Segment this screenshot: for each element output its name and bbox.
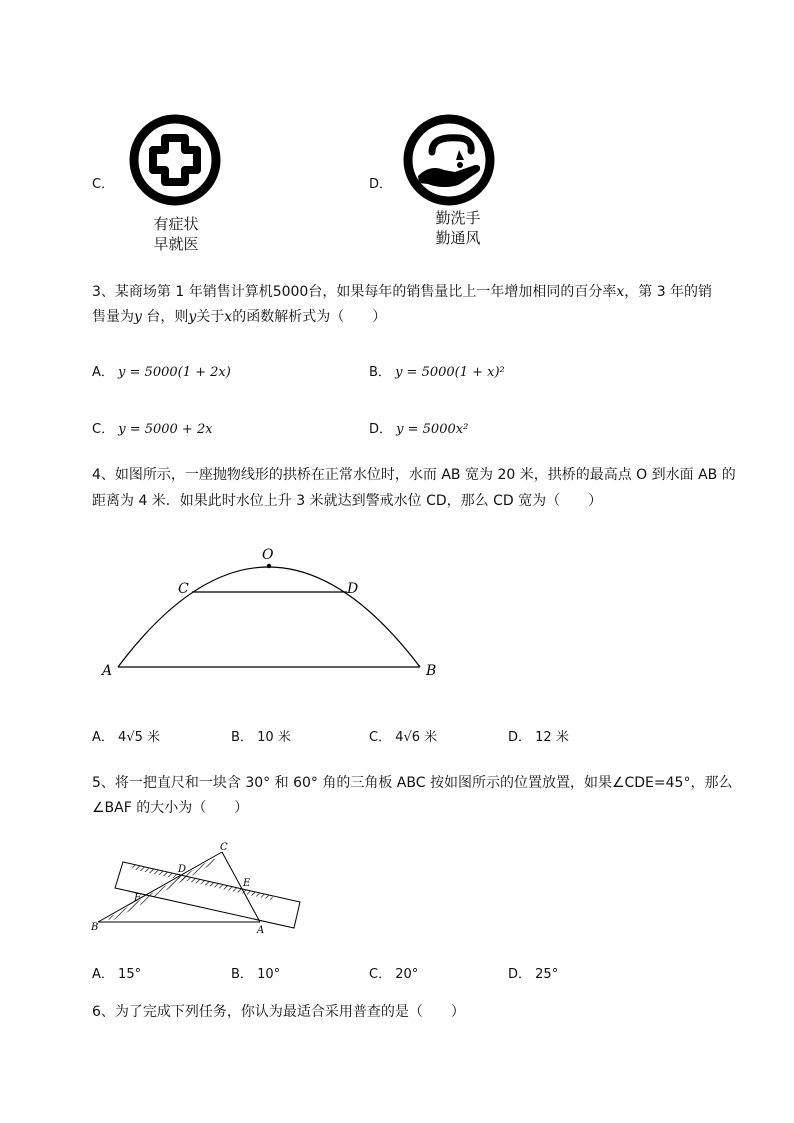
q5-ruler-triangle-figure: [88, 838, 308, 938]
label-b: B: [426, 663, 437, 679]
q6-stem-line1: 6、为了完成下列任务，你认为最适合采用普查的是（ ）: [92, 1004, 465, 1020]
hand-washing-sign-icon: [398, 113, 502, 209]
q4-option-b: [231, 726, 291, 745]
label-f: F: [134, 893, 141, 904]
q3-option-d-formula: y = 5000x²: [396, 422, 469, 437]
q4-option-a-letter: A．: [92, 730, 114, 745]
vertex-point-o: [267, 564, 271, 568]
label-e: E: [243, 878, 251, 889]
q3-option-c-letter: C．: [92, 422, 115, 437]
q3-var-x: x: [616, 284, 625, 300]
q3-var-y-2: y: [188, 309, 197, 325]
parabola-arch: [118, 567, 420, 667]
q3-option-c: [92, 418, 213, 437]
q3-option-b: [369, 361, 505, 380]
ruler-shape: [115, 862, 300, 928]
label-a: A: [102, 663, 113, 679]
q3-option-a-letter: A．: [92, 365, 114, 380]
q3-line2-text-b: 台，则: [141, 309, 189, 325]
q4-option-d-letter: D．: [508, 730, 532, 745]
plus-cross-sign-icon: [124, 113, 228, 209]
q3-var-y-1: y: [134, 309, 142, 325]
q5-option-a-letter: A．: [92, 967, 114, 982]
q5-option-b-value: 10°: [257, 967, 281, 982]
q4-option-d: [508, 726, 569, 745]
q5-option-a: [92, 963, 141, 982]
q3-line2-text-a: 售量为: [92, 309, 134, 325]
q4-option-c-letter: C．: [369, 730, 392, 745]
q3-stem-line2: [92, 310, 386, 324]
q5-option-b: [231, 963, 280, 982]
q5-option-c-letter: C．: [369, 967, 392, 982]
q5-option-d: [508, 963, 558, 982]
q4-option-d-value: 12 米: [535, 730, 569, 745]
q4-option-b-value: 10 米: [257, 730, 291, 745]
q2-option-c-caption-line2: 早就医: [153, 235, 199, 253]
q4-option-c: [369, 726, 437, 745]
q3-option-b-formula: y = 5000(1 + x)²: [395, 365, 505, 380]
q3-option-d-letter: D．: [369, 422, 393, 437]
q4-stem-line1: 4、如图所示，一座抛物线形的拱桥在正常水位时，水而 AB 宽为 20 米，拱桥的最高点 O 到水面 AB 的: [92, 467, 736, 483]
q2-option-c-caption: [136, 214, 216, 254]
q3-line2-text-d: 的函数解析式为（ ）: [232, 309, 387, 325]
triangle-bc: [98, 852, 222, 922]
label-d: D: [347, 581, 359, 597]
label-o: O: [262, 547, 274, 563]
label-a: A: [257, 925, 265, 936]
q3-var-x-2: x: [224, 309, 233, 325]
q2-option-c-caption-line1: 有症状: [153, 215, 199, 233]
q3-line1-text-b: ，第 3 年的销: [624, 284, 713, 300]
q5-option-d-value: 25°: [535, 967, 559, 982]
label-d: D: [178, 864, 187, 875]
q3-option-d: [369, 418, 468, 437]
q3-line2-text-c: 关于: [196, 309, 225, 325]
q5-stem-line2: ∠BAF 的大小为（ ）: [92, 800, 249, 816]
q5-option-d-letter: D．: [508, 967, 532, 982]
q3-option-a: [92, 361, 231, 380]
q5-option-c-value: 20°: [395, 967, 419, 982]
q5-option-b-letter: B．: [231, 967, 253, 982]
q5-option-c: [369, 963, 418, 982]
label-c: C: [178, 581, 189, 597]
q5-stem-line1: 5、将一把直尺和一块含 30° 和 60° 角的三角板 ABC 按如图所示的位置放置，如果∠CDE=45°，那么: [92, 775, 733, 791]
q4-arch-bridge-figure: [95, 540, 445, 685]
q3-option-b-letter: B．: [369, 365, 391, 380]
q4-option-b-letter: B．: [231, 730, 253, 745]
q4-option-a-value: 4√5 米: [118, 730, 161, 745]
q3-stem-line1: [92, 285, 712, 299]
q2-option-c-letter: C．: [92, 177, 115, 192]
q4-stem-line2: 距离为 4 米．如果此时水位上升 3 米就达到警戒水位 CD，那么 CD 宽为（ ）: [92, 493, 603, 509]
q3-line1-text-a: 3、某商场第 1 年销售计算机5000台，如果每年的销售量比上一年增加相同的百分率: [92, 284, 617, 300]
q4-option-c-value: 4√6 米: [395, 730, 438, 745]
q3-option-a-formula: y = 5000(1 + 2x): [118, 365, 231, 380]
label-c: C: [220, 842, 228, 853]
q2-option-d-caption-line2: 勤通风: [435, 229, 481, 247]
q2-option-d-caption: [418, 208, 498, 248]
q5-option-a-value: 15°: [118, 967, 142, 982]
q3-option-c-formula: y = 5000 + 2x: [118, 422, 213, 437]
label-b: B: [91, 922, 99, 933]
q2-option-d-caption-line1: 勤洗手: [435, 209, 481, 227]
q4-option-a: [92, 726, 160, 745]
q2-option-d-letter: D．: [369, 177, 393, 192]
